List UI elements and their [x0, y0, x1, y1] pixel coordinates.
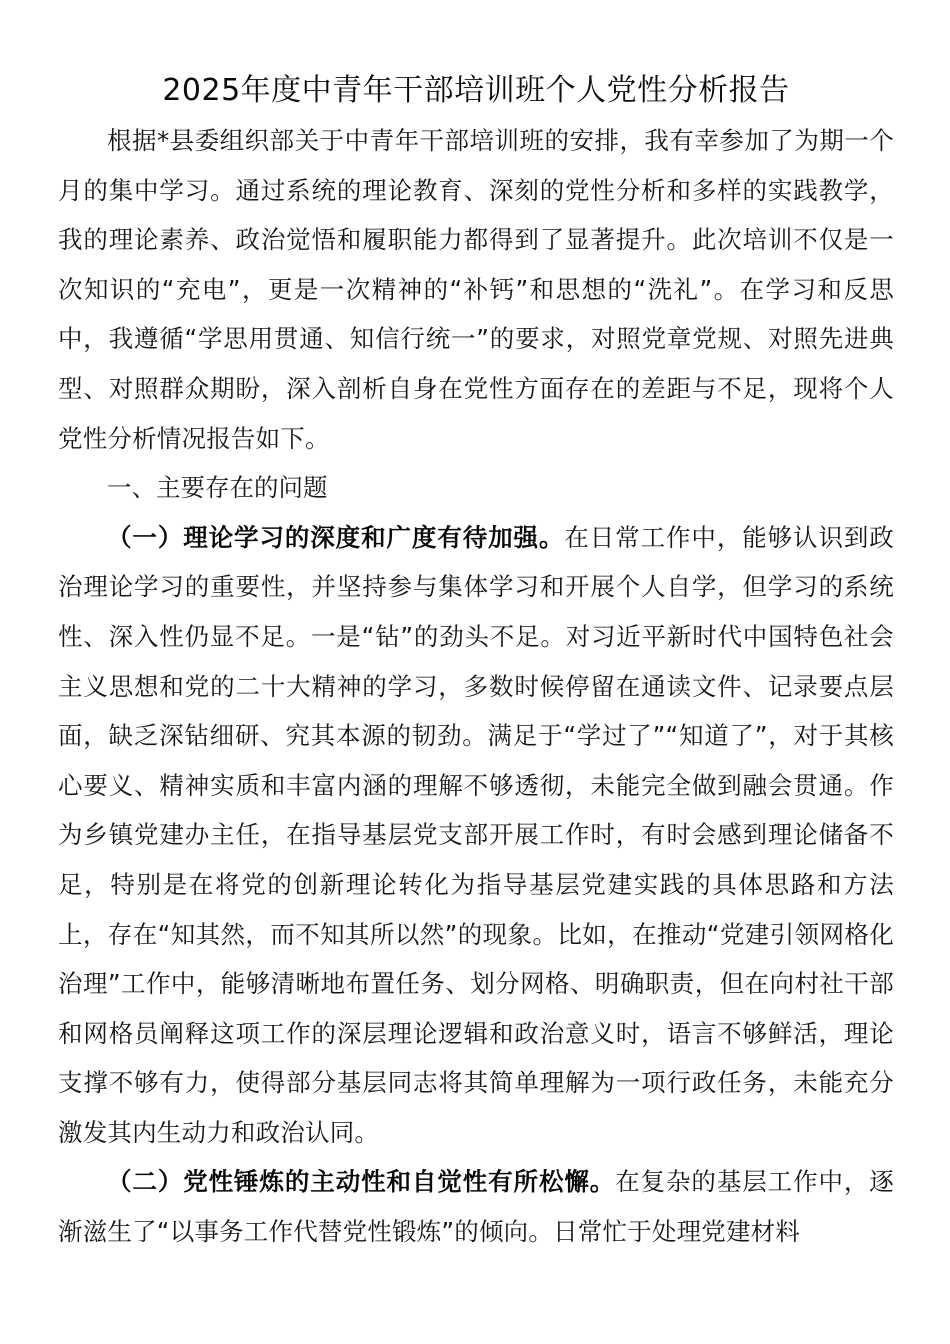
section-heading-problems: 一、主要存在的问题	[107, 473, 328, 503]
problem-item-2-lead: （二）党性锤炼的主动性和自觉性有所松懈。	[107, 1167, 616, 1197]
problem-item-1-lead: （一）理论学习的深度和广度有待加强。	[107, 522, 565, 552]
document-title: 2025年度中青年干部培训班个人党性分析报告	[162, 73, 790, 108]
problem-item-1	[58, 513, 894, 1158]
intro-paragraph: 根据*县委组织部关于中青年干部培训班的安排，我有幸参加了为期一个月的集中学习。通过系统的理论教育、深刻的党性分析和多样的实践教学，我的理论素养、政治觉悟和履职能力都得到了显著提升。此次培训不仅是一次知识的“充电”，更是一次精神的“补钙”和思想的“洗礼”。在学习和反思中，我遵循“学思用贯通、知信行统一”的要求，对照党章党规、对照先进典型、对照群众期盼，深入剖析自身在党性方面存在的差距与不足，现将个人党性分析情况报告如下。	[58, 126, 894, 453]
problem-item-2-body: 在复杂的基层工作中，逐渐滋生了“以事务工作代替党性锻炼”的倾向。日常忙于处理党建材料	[58, 1167, 895, 1247]
document-page	[58, 66, 894, 1257]
problem-item-2	[58, 1157, 894, 1256]
problem-item-1-body: 在日常工作中，能够认识到政治理论学习的重要性，并坚持参与集体学习和开展个人自学，但学习的系统性、深入性仍显不足。一是“钻”的劲头不足。对习近平新时代中国特色社会主义思想和党的二十大精神的学习，多数时候停留在通读文件、记录要点层面，缺乏深钻细研、究其本源的韧劲。满足于“学过了”“知道了”，对于其核心要义、精神实质和丰富内涵的理解不够透彻，未能完全做到融会贯通。作为乡镇党建办主任，在指导基层党支部开展工作时，有时会感到理论储备不足，特别是在将党的创新理论转化为指导基层党建实践的具体思路和方法上，存在“知其然，而不知其所以然”的现象。比如，在推动“党建引领网格化治理”工作中，能够清晰地布置任务、划分网格、明确职责，但在向村社干部和网格员阐释这项工作的深层理论逻辑和政治意义时，语言不够鲜活，理论支撑不够有力，使得部分基层同志将其简单理解为一项行政任务，未能充分激发其内生动力和政治认同。	[58, 522, 894, 1147]
